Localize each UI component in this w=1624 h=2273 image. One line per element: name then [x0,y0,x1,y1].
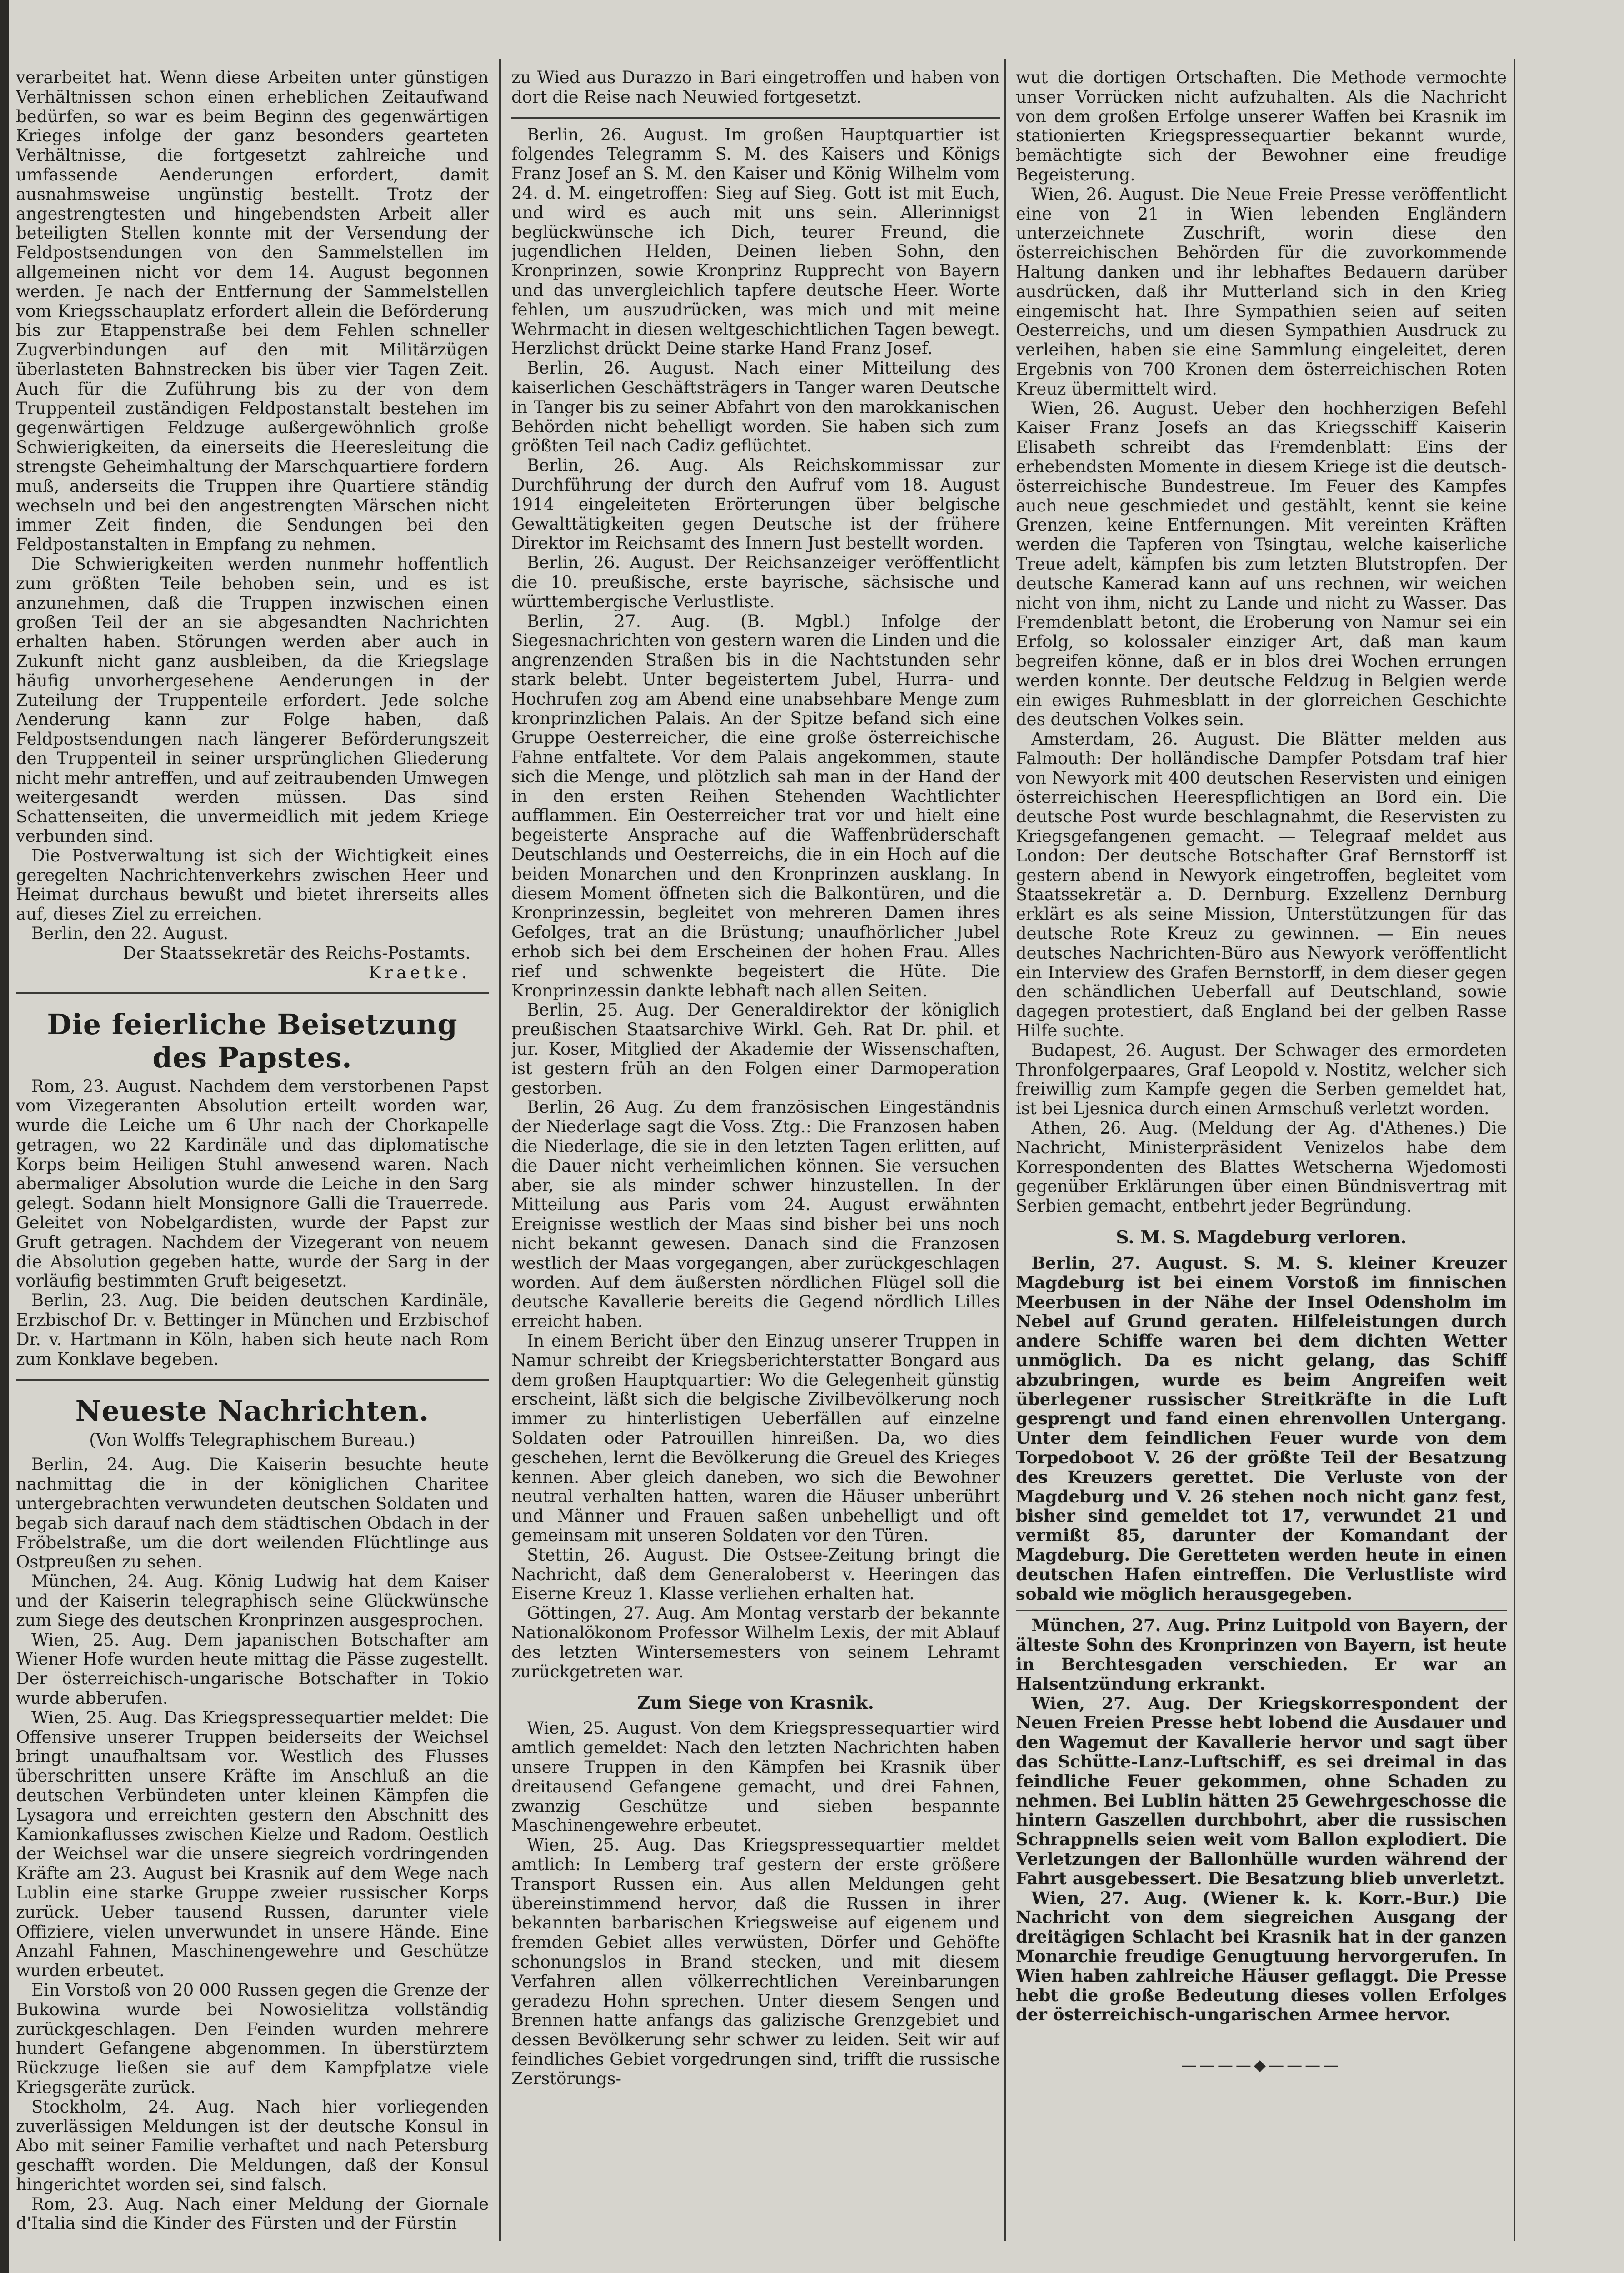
news-item: Wien, 27. Aug. Der Kriegskorrespondent der Neuen Freien Presse hebt lobend die Ausdauer und den Wagemut der Kavallerie hervor und sagt über das Schütte-Lanz-Luftschiff, es sei dreimal in das feindliche Feuer gekommen, ohne Schaden zu nehmen. Bei Lublin hätten 25 Gewehrgeschosse die hintern Gaszellen durchbohrt, aber die russischen Schrappnells seien weit vom Ballon explodiert. Die Verletzungen der Ballonhülle wurden während der Fahrt ausgebessert. Die Besatzung blieb unverletzt. [1016,1693,1507,1888]
section-heading-krasnik: Zum Siege von Krasnik. [637,1692,874,1714]
news-item: Berlin, 26. Aug. Als Reichskommissar zur Durchführung der durch den Aufruf vom 18. August 1914 eingeleiteten Erörterungen über belgische Gewalttätigkeiten gegen Deutsche ist der frühere Direktor im Reichsamt des Innern Just bestellt worden. [511,456,1000,553]
news-item: Stettin, 26. August. Die Ostsee-Zeitung bringt die Nachricht, daß dem Generaloberst v. Heeringen das Eiserne Kreuz 1. Klasse verliehen erhalten hat. [511,1545,1000,1604]
column-rule [1004,59,1006,2241]
news-item: Budapest, 26. August. Der Schwager des ermordeten Thronfolgerpaares, Graf Leopold v. Nostitz, welcher sich freiwillig zum Kampfe gegen die Serben gemeldet hat, ist bei Ljesnica durch einen Armschuß verletzt worden. [1016,1040,1507,1119]
news-item: Berlin, 27. August. S. M. S. kleiner Kreuzer Magdeburg ist bei einem Vorstoß im finnischen Meerbusen in der Nähe der Insel Odensholm im Nebel auf Grund geraten. Hilfeleistungen durch andere Schiffe waren bei dem dichten Wetter unmöglich. Da es nicht gelang, das Schiff abzubringen, wurde es beim Angreifen weit überlegener russischer Streitkräfte in die Luft gesprengt und fand einen ehrenvollen Untergang. Unter dem feindlichen Feuer wurde von dem Torpedoboot V. 26 der größte Teil der Besatzung des Kreuzers gerettet. Die Verluste von der Magdeburg und V. 26 stehen noch nicht ganz fest, bisher sind gemeldet tot 17, verwundet 21 und vermißt 85, darunter der Komandant der Magdeburg. Die Geretteten werden heute in einen deutschen Hafen eintreffen. Die Verlustliste wird sobald wie möglich herausgegeben. [1016,1253,1507,1604]
news-item: Göttingen, 27. Aug. Am Montag verstarb der bekannte Nationalökonom Professor Wilhelm Lexis, der mit Ablauf des letzten Wintersemesters von seinem Lehramt zurückgetreten war. [511,1603,1000,1682]
article-paragraph: verarbeitet hat. Wenn diese Arbeiten unter günstigen Verhältnissen schon einen erheblichen Zeitaufwand bedürfen, so war es beim Beginn des gegenwärtigen Krieges infolge der ganz besonders gearteten Verhältnisse, die fortgesetzt zahlreiche und umfassende Aenderungen erfordert, damit ausnahmsweise ungünstig bestellt. Trotz der angestrengtesten und hingebendsten Arbeit aller beteiligten Stellen konnte mit der Versendung der Feldpostsendungen von den Sammelstellen im allgemeinen nicht vor dem 14. August begonnen werden. Je nach der Entfernung der Sammelstellen vom Kriegsschauplatz erfordert allein die Beförderung bis zur Etappenstraße bei dem Fehlen schneller Zugverbindungen auf den mit Militärzügen überlasteten Bahnstrecken bis über vier Tagen Zeit. Auch für die Zuführung bis zu der von dem Truppenteil zuständigen Feldpostanstalt bestehen im gegenwärtigen Feldzuge außergewöhnlich große Schwierigkeiten, da einerseits die Heeresleitung die strengste Geheimhaltung der Marschquartiere fordern muß, anderseits die Truppen ihre Quartiere ständig wechseln und bei den angestrengten Märschen nicht immer Zeit finden, die Sendungen bei den Feldpostanstalten in Empfang zu nehmen. [16,68,489,555]
news-item: Berlin, 25. Aug. Der Generaldirektor der königlich preußischen Staatsarchive Wirkl. Geh. Rat Dr. phil. et jur. Koser, Mitglied der Akademie der Wissenschaften, ist gestern früh an den Folgen einer Darmoperation gestorben. [511,1000,1000,1098]
article-paragraph: zu Wied aus Durazzo in Bari eingetroffen und haben von dort die Reise nach Neuwied fortgesetzt. [511,68,1000,107]
article-paragraph: Die Postverwaltung ist sich der Wichtigkeit eines geregelten Nachrichtenverkehrs zwischen Heer und Heimat durchaus bewußt und bietet ihrerseits alles auf, dieses Ziel zu erreichen. [16,846,489,924]
column-1 [16,68,489,2273]
news-item: Wien, 25. Aug. Das Kriegspressequartier meldet amtlich: In Lemberg traf gestern der erste größere Transport Russen ein. Aus allen Meldungen geht übereinstimmend hervor, daß die Russen in ihrer bekannten barbarischen Kriegsweise auf eigenem und fremden Gebiet alles verwüsten, Dörfer und Gehöfte schonungslos in Brand stecken, und mit diesem Verfahren allen völkerrechtlichen Vereinbarungen geradezu Hohn sprechen. Unter diesem Sengen und Brennen hatte anfangs das galizische Grenzgebiet und dessen Bevölkerung sehr schwer zu leiden. Seit wir auf feindliches Gebiet vorgedrungen sind, trifft die russische Zerstörungs- [511,1835,1000,2088]
headline-papst: Die feierliche Beisetzung des Papstes. [47,1008,458,1075]
news-item: Ein Vorstoß von 20 000 Russen gegen die Grenze der Bukowina wurde bei Nowosielitza vollständig zurückgeschlagen. Den Feinden wurden mehrere hundert Gefangene abgenommen. In überstürztem Rückzuge ließen sie auf dem Kampfplatze viele Kriegsgeräte zurück. [16,1980,489,2097]
article-paragraph: wut die dortigen Ortschaften. Die Methode vermochte unser Vorrücken nicht aufzuhalten. Als die Nachricht von dem großen Erfolge unserer Waffen bei Krasnik im stationierten Kriegspressequartier bekannt wurde, bemächtigte sich der Bewohner eine freudige Begeisterung. [1016,68,1507,185]
news-item: München, 24. Aug. König Ludwig hat dem Kaiser und der Kaiserin telegraphisch seine Glückwünsche zum Siege des deutschen Kronprinzen ausgesprochen. [16,1572,489,1630]
news-item: Amsterdam, 26. August. Die Blätter melden aus Falmouth: Der holländische Dampfer Potsdam traf hier von Newyork mit 400 deutschen Reservisten und einigen österreichischen Heerespflichtigen an Bord ein. Die deutsche Post wurde beschlagnahmt, die Reservisten zu Kriegsgefangenen gemacht. — Telegraaf meldet aus London: Der deutsche Botschafter Graf Bernstorff ist gestern abend in Newyork eingetroffen, begleitet vom Staatssekretär a. D. Dernburg. Exzellenz Dernburg erklärt es als seine Mission, Unterstützungen für das deutsche Rote Kreuz zu gewinnen. — Ein neues deutsches Nachrichten-Büro aus Newyork veröffentlicht ein Interview des Grafen Bernstorff, in dem dieser gegen den schändlichen Ueberfall auf Deutschland, sowie dagegen protestiert, daß England bei der gelben Rasse Hilfe suchte. [1016,729,1507,1041]
column-rule [499,59,501,2241]
signature-name: Kraetke. [368,962,470,982]
section-divider [16,1379,489,1381]
column-2 [511,68,1000,2273]
news-item: Berlin, 27. Aug. (B. Mgbl.) Infolge der Siegesnachrichten von gestern waren die Linden und die angrenzenden Straßen bis in die Nachtstunden sehr stark belebt. Unter begeistertem Jubel, Hurra- und Hochrufen zog am Abend eine unabsehbare Menge zum kronprinzlichen Palais. An der Spitze befand sich eine Gruppe Oesterreicher, die eine große österreichische Fahne entfaltete. Vor dem Palais angekommen, staute sich die Menge, und plötzlich sah man in der Hand der in den ersten Reihen Stehenden Wachtlichter aufflammen. Ein Oesterreicher trat vor und hielt eine begeisterte Ansprache auf die Waffenbrüderschaft Deutschlands und Oesterreichs, die in ein Hoch auf die beiden Monarchen und den Kronprinzen ausklang. In diesem Moment öffneten sich die Balkontüren, und die Kronprinzessin, begleitet von mehreren Damen ihres Gefolges, trat an die Brüstung; unaufhörlicher Jubel erhob sich bei dem Erscheinen der hohen Frau. Alles rief und schwenkte begeistert die Hüte. Die Kronprinzessin dankte lebhaft nach allen Seiten. [511,611,1000,1001]
section-divider [1016,1610,1507,1611]
news-item: Wien, 25. Aug. Dem japanischen Botschafter am Wiener Hofe wurden heute mittag die Pässe zugestellt. Der österreichisch-ungarische Botschafter in Tokio wurde abberufen. [16,1630,489,1708]
news-item: Wien, 25. August. Von dem Kriegspressequartier wird amtlich gemeldet: Nach den letzten Nachrichten haben unsere Truppen in den Kämpfen bei Krasnik über dreitausend Gefangene gemacht, und drei Fahnen, zwanzig Geschütze und sieben bespannte Maschinengewehre erbeutet. [511,1718,1000,1836]
news-item: Rom, 23. August. Nachdem dem verstorbenen Papst vom Vizegeranten Absolution erteilt worden war, wurde die Leiche um 6 Uhr nach der Chorkapelle getragen, wo 22 Kardinäle und das diplomatische Korps beim Heiligen Stuhl anwesend waren. Nach abermaliger Absolution wurde die Leiche in den Sarg gelegt. Sodann hielt Monsignore Galli die Trauerrede. Geleitet von Nobelgardisten, wurde der Papst zur Gruft getragen. Nachdem der Vizegerant von neuem die Absolution gegeben hatte, wurde der Sarg in der vorläufig bestimmten Gruft beigesetzt. [16,1076,489,1291]
news-item: Berlin, 23. Aug. Die beiden deutschen Kardinäle, Erzbischof Dr. v. Bettinger in München und Erzbischof Dr. v. Hartmann in Köln, haben sich heute nach Rom zum Konklave begeben. [16,1291,489,1369]
news-item: Wien, 27. Aug. (Wiener k. k. Korr.-Bur.) Die Nachricht von dem siegreichen Ausgang der dreitägigen Schlacht bei Krasnik hat in der ganzen Monarchie freudige Genugtuung hervorgerufen. In Wien haben zahlreiche Häuser geflaggt. Die Presse hebt die große Bedeutung dieses vollen Erfolges der österreichisch-ungarischen Armee hervor. [1016,1887,1507,2025]
news-item: München, 27. Aug. Prinz Luitpold von Bayern, der älteste Sohn des Kronprinzen von Bayern, ist heute in Berchtesgaden verschieden. Er war an Halsentzündung erkrankt. [1016,1615,1507,1694]
news-item: Berlin, 26 Aug. Zu dem französischen Eingeständnis der Niederlage sagt die Voss. Ztg.: Die Franzosen haben die Niederlage, die sie in den letzten Tagen erlitten, auf die Dauer nicht verheimlichen können. Sie versuchen aber, sie als minder schwer hinzustellen. In der Mitteilung aus Paris vom 24. August erwähnten Ereignisse westlich der Maas sind bisher bei uns noch nicht bekannt gewesen. Danach sind die Franzosen westlich der Maas vorgegangen, aber zurückgeschlagen worden. Auf dem äußersten nördlichen Flügel soll die deutsche Kavallerie bereits die Gegend nördlich Lilles erreicht haben. [511,1097,1000,1332]
news-item: Stockholm, 24. Aug. Nach hier vorliegenden zuverlässigen Meldungen ist der deutsche Konsul in Abo mit seiner Familie verhaftet und nach Petersburg geschafft worden. Die Meldungen, daß der Konsul hingerichtet worden sei, sind falsch. [16,2097,489,2194]
news-item: Berlin, 26. August. Der Reichsanzeiger veröffentlicht die 10. preußische, erste bayrische, sächsische und württembergische Verlustliste. [511,553,1000,611]
column-rule [1514,59,1515,2241]
article-paragraph: Die Schwierigkeiten werden nunmehr hoffentlich zum größten Teile behoben sein, und es ist anzunehmen, daß die Truppen inzwischen einen großen Teil der an sie abgesandten Nachrichten erhalten haben. Störungen werden aber auch in Zukunft nicht ganz ausbleiben, da die Kriegslage häufig unvorhergesehene Aenderungen in der Zuteilung der Truppenteile erfordert. Jede solche Aenderung kann zur Folge haben, daß Feldpostsendungen nach längerer Beförderungszeit den Truppenteil in seiner ursprünglichen Gliederung nicht mehr antreffen, und auf zeitraubenden Umwegen weitergesandt werden müssen. Das sind Schattenseiten, die unvermeidlich mit jedem Kriege verbunden sind. [16,554,489,846]
news-item: Berlin, 26. August. Im großen Hauptquartier ist folgendes Telegramm S. M. des Kaisers und Königs Franz Josef an S. M. den Kaiser und König Wilhelm vom 24. d. M. eingetroffen: Sieg auf Sieg. Gott ist mit Euch, und wird es auch mit uns sein. Allerinnigst beglückwünsche ich Dich, teurer Freund, die jugendlichen Helden, Deinen lieben Sohn, den Kronprinzen, sowie Kronprinz Rupprecht von Bayern und das unvergleichlich tapfere deutsche Heer. Worte fehlen, um auszudrücken, was mich und mit meine Wehrmacht in diesen weltgeschichtlichen Tagen bewegt. Herzlichst drückt Deine starke Hand Franz Josef. [511,125,1000,359]
news-item: In einem Bericht über den Einzug unserer Truppen in Namur schreibt der Kriegsberichterstatter Bongard aus dem großen Hauptquartier: Wo die Gelegenheit günstig erscheint, läßt sich die belgische Zivilbevölkerung noch immer zu hinterlistigen Ueberfällen auf einzelne Soldaten oder Patrouillen hinreißen. Da, wo dies geschehen, lernt die Bevölkerung die Greuel des Krieges kennen. Aber gleich daneben, wo sich die Bewohner neutral verhalten hatten, waren die Häuser unberührt und Männer und Frauen saßen unbehelligt und oft gemeinsam mit unseren Soldaten vor den Türen. [511,1331,1000,1545]
news-item: Rom, 23. Aug. Nach einer Meldung der Giornale d'Italia sind die Kinder des Fürsten und der Fürstin [16,2194,489,2233]
headline-neueste-nachrichten: Neueste Nachrichten. [75,1394,430,1428]
dateline: Berlin, den 22. August. [31,924,229,944]
headline-source: (Von Wolffs Telegraphischem Bureau.) [89,1430,415,1450]
news-item: Wien, 26. August. Die Neue Freie Presse veröffentlicht eine von 21 in Wien lebenden Engländern unterzeichnete Zuschrift, worin diese den österreichischen Behörden für die zuvorkommende Haltung danken und ihr lebhaftes Bedauern darüber ausdrücken, daß ihr Mutterland sich in den Krieg eingemischt hat. Ihre Sympathien seien auf seiten Oesterreichs, und um diesen Sympathien Ausdruck zu verleihen, haben sie eine Sammlung eingeleitet, deren Ergebnis von 700 Kronen dem österreichischen Roten Kreuz übermittelt wird. [1016,184,1507,399]
news-item: Athen, 26. Aug. (Meldung der Ag. d'Athenes.) Die Nachricht, Ministerpräsident Venizelos habe dem Korrespondenten des Blattes Wetscherna Wjedomosti gegenüber Erklärungen über einen Bündnisvertrag mit Serbien gemacht, entbehrt jeder Begründung. [1016,1118,1507,1216]
signature-title: Der Staatssekretär des Reichs-Postamts. [123,943,470,963]
section-divider [511,117,1000,119]
end-ornament: ————◆———— [1181,2056,1342,2075]
news-item: Berlin, 26. August. Nach einer Mitteilung des kaiserlichen Geschäftsträgers in Tanger waren Deutsche in Tanger bis zu seiner Abfahrt von den marokkanischen Behörden nicht behelligt worden. Sie haben sich zum größten Teil nach Cadiz geflüchtet. [511,358,1000,456]
page-edge-strip [0,0,9,2273]
news-item: Wien, 26. August. Ueber den hochherzigen Befehl Kaiser Franz Josefs an das Kriegsschiff Kaiserin Elisabeth schreibt das Fremdenblatt: Eins der erhebendsten Momente in diesem Kriege ist die deutsch-österreichische Bundestreue. Im Feuer des Kampfes auch neue geschmiedet und gestählt, kennt sie keine Grenzen, keine Entfernungen. Mit vereinten Kräften werden die Tapferen von Tsingtau, welche kaiserliche Treue adelt, kämpfen bis zum letzten Blutstropfen. Der deutsche Kamerad kann auf uns rechnen, wir weichen nicht von ihm, nicht zu Lande und nicht zu Wasser. Das Fremdenblatt betont, die Eroberung von Namur sei ein Erfolg, so kolossaler einziger Art, daß man kaum begreifen könne, daß er in blos drei Wochen errungen werden konnte. Der deutsche Feldzug in Belgien werde ein ewiges Ruhmesblatt in der glorreichen Geschichte des deutschen Volkes sein. [1016,398,1507,730]
section-heading-magdeburg: S. M. S. Magdeburg verloren. [1116,1227,1407,1248]
news-item: Berlin, 24. Aug. Die Kaiserin besuchte heute nachmittag die in der königlichen Charitee untergebrachten verwundeten deutschen Soldaten und begab sich darauf nach dem städtischen Obdach in der Fröbelstraße, um die dort weilenden Flüchtlinge aus Ostpreußen zu sehen. [16,1455,489,1572]
news-item: Wien, 25. Aug. Das Kriegspressequartier meldet: Die Offensive unserer Truppen beiderseits der Weichsel bringt unaufhaltsam vor. Westlich des Flusses überschritten unsere Kräfte im Anschluß an die deutschen Verbündeten unter kleinen Kämpfen die Lysagora und erreichten gestern den Abschnitt des Kamionkaflusses zwischen Kielze und Radom. Oestlich der Weichsel war die unsere siegreich vordringenden Kräfte am 23. August bei Krasnik auf dem Wege nach Lublin eine starke Gruppe zweier russischer Korps zurück. Ueber tausend Russen, darunter viele Offiziere, vielen unverwundet in unsere Hände. Eine Anzahl Fahnen, Maschinengewehre und Geschütze wurden erbeutet. [16,1707,489,1981]
section-divider [16,992,489,994]
column-3 [1016,68,1507,2205]
